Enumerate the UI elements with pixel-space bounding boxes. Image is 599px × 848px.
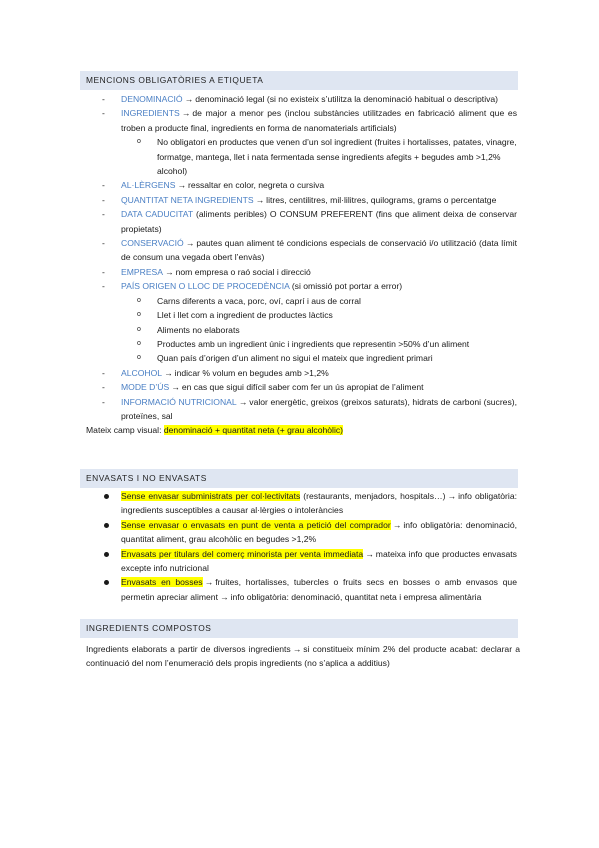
arrow-icon: → — [255, 194, 265, 205]
list-item — [80, 380, 520, 394]
mention-text: indicar % volum en begudes amb >1,2% — [174, 367, 329, 378]
highlighted-label: Sense envasar o envasats en punt de venta a petició del comprador — [121, 519, 391, 530]
sub-list — [121, 135, 517, 178]
mention-label: QUANTITAT NETA INGREDIENTS — [121, 194, 254, 205]
item-info: fruites, hortalisses, tubercles o fruits secs en bosses o amb envasos que permetin apreciar aliment — [121, 577, 517, 602]
list-item — [80, 178, 520, 192]
sub-list-item: o Aliments no elaborats — [121, 323, 517, 337]
mateix-camp-line — [80, 423, 520, 437]
sub-list-item: o Quan país d’origen d’un aliment no sigui el mateix que ingredient primari — [121, 351, 517, 365]
mention-label: INFORMACIÓ NUTRICIONAL — [121, 396, 237, 407]
mencions-list — [80, 92, 520, 423]
arrow-icon: → — [219, 591, 229, 602]
arrow-icon: → — [238, 396, 248, 407]
sub-list-item: o No obligatori en productes que venen d’un sol ingredient (fruites i hortalisses, patates, vinagre, formatge, mantega, llet i nata fermentada sense ingredients afegits + begudes amb >1,2% alcohol) — [121, 135, 517, 178]
mention-label: INGREDIENTS — [121, 108, 180, 119]
list-item — [80, 92, 520, 106]
mention-text: (si omissió pot portar a error) — [291, 281, 403, 292]
arrow-icon: → — [184, 94, 194, 104]
arrow-icon: → — [164, 367, 173, 378]
mention-label: MODE D’ÚS — [121, 382, 170, 393]
arrow-icon: → — [365, 548, 374, 559]
arrow-icon: → — [165, 266, 174, 277]
mention-label: CONSERVACIÓ — [121, 238, 184, 249]
arrow-icon: → — [292, 644, 302, 654]
compostos-part1: Ingredients elaborats a partir de diversos ingredients — [86, 644, 291, 654]
sub-list — [121, 294, 517, 366]
arrow-icon: → — [171, 382, 180, 393]
list-item — [80, 575, 520, 604]
mention-text: de major a menor pes (inclou substàncies utilitzades en fabricació aliment que es troben a producte final, ingredients en forma de nanomaterials artificials) — [121, 108, 517, 133]
mention-text: litres, centilitres, mil·lilitres, quilograms, grams o percentatge — [266, 194, 497, 205]
footer-highlight: denominació + quantitat neta (+ grau alcohòlic) — [163, 425, 344, 436]
item-info: info obligatòria: denominació, quantitat neta i empresa alimentària — [230, 591, 482, 602]
mention-text: nom empresa o raó social i direcció — [175, 266, 311, 277]
item-info: info obligatòria: denominació, quantitat aliment, grau alcohòlic en begudes >1,2% — [121, 519, 517, 545]
highlighted-label: Envasats per titulars del comerç minorista per venta immediata — [121, 548, 364, 559]
list-item — [80, 265, 520, 279]
item-text: (restaurants, menjadors, hospitals…) — [303, 491, 446, 501]
compostos-paragraph — [80, 642, 520, 671]
sub-list-item: o Productes amb un ingredient únic i ingredients que representin >50% d’un aliment — [121, 337, 517, 351]
arrow-icon: → — [185, 238, 195, 249]
mention-label: DATA CADUCITAT — [121, 209, 193, 220]
highlighted-label: Sense envasar subministrats per col·lectivitats — [121, 491, 301, 501]
list-item — [80, 395, 520, 424]
mention-text: pautes quan aliment té condicions especials de conservació i/o utilització (data límit de consum una vegada obert l’envàs) — [121, 238, 517, 263]
item-info: info obligatòria: ingredients susceptibles a causar al·lèrgies o intoleràncies — [121, 491, 517, 516]
section-header-compostos: INGREDIENTS COMPOSTOS — [80, 619, 518, 638]
footer-prefix: Mateix camp visual: — [86, 425, 164, 436]
list-item — [80, 518, 520, 547]
mention-label: PAÍS ORIGEN O LLOC DE PROCEDÈNCIA — [121, 281, 290, 292]
mention-text: denominació legal (si no existeix s’utilitza la denominació habitual o descriptiva) — [195, 94, 499, 104]
section-header-mencions: MENCIONS OBLIGATÒRIES A ETIQUETA — [80, 71, 518, 90]
envasats-list — [80, 489, 520, 604]
arrow-icon: → — [392, 519, 402, 530]
mention-text: en cas que sigui difícil saber com fer un ús apropiat de l’aliment — [181, 382, 424, 393]
mention-label: EMPRESA — [121, 266, 164, 277]
mencions-block — [80, 92, 520, 438]
arrow-icon: → — [204, 577, 214, 588]
item-info: mateixa info que productes envasats excepte info nutricional — [121, 548, 517, 574]
mention-label: ALCOHOL — [121, 367, 163, 378]
arrow-icon: → — [177, 180, 187, 191]
mention-label: DENOMINACIÓ — [121, 94, 183, 104]
list-item — [80, 366, 520, 380]
list-item — [80, 193, 520, 207]
compostos-part2: si constitueix mínim 2% del producte acabat: declarar a continuació del nom l’enumeració dels propis ingredients (no s’aplica a additius) — [86, 644, 520, 669]
mention-text: valor energètic, greixos (greixos saturats), hidrats de carboni (sucres), proteïnes, sal — [121, 396, 518, 421]
compostos-block — [80, 642, 520, 671]
section-header-envasats: ENVASATS I NO ENVASATS — [80, 469, 518, 488]
list-item — [80, 279, 520, 365]
list-item — [80, 547, 520, 576]
arrow-icon: → — [447, 491, 457, 501]
list-item — [80, 106, 520, 178]
arrow-icon: → — [181, 108, 191, 119]
list-item — [80, 236, 520, 265]
list-item — [80, 489, 520, 518]
sub-list-item: o Carns diferents a vaca, porc, oví, caprí i aus de corral — [121, 294, 517, 308]
mention-text: ressaltar en color, negreta o cursiva — [188, 180, 325, 191]
list-item — [80, 207, 520, 236]
mention-text: (aliments peribles) O CONSUM PREFERENT (fins que aliment deixa de conservar propietats) — [121, 209, 517, 234]
highlighted-label: Envasats en bosses — [121, 577, 203, 588]
mention-label: AL·LÈRGENS — [121, 180, 176, 191]
envasats-block — [80, 489, 520, 604]
sub-list-item: o Llet i llet com a ingredient de productes làctics — [121, 308, 517, 322]
